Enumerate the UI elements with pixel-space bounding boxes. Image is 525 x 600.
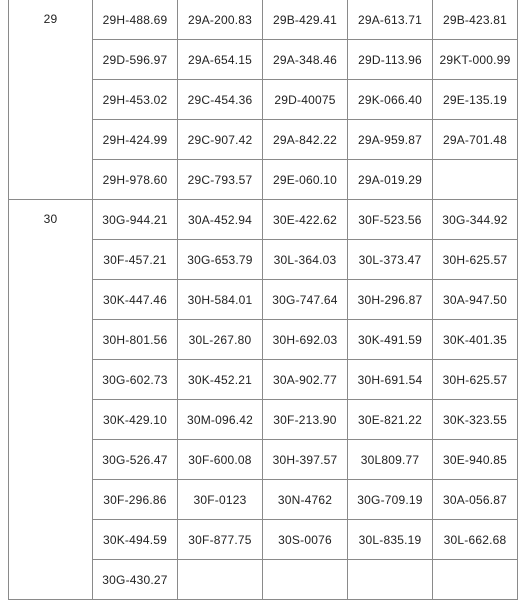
plate-cell: 30K-452.21 [178, 360, 263, 400]
plate-cell: 30F-600.08 [178, 440, 263, 480]
plate-cell: 30A-947.50 [433, 280, 518, 320]
plate-cell: 30G-747.64 [263, 280, 348, 320]
plate-cell: 29B-429.41 [263, 0, 348, 40]
plate-cell: 30F-0123 [178, 480, 263, 520]
plate-cell: 30L-373.47 [348, 240, 433, 280]
plate-cell: 30A-452.94 [178, 200, 263, 240]
plate-cell: 30K-429.10 [93, 400, 178, 440]
plate-cell: 29C-907.42 [178, 120, 263, 160]
plate-cell: 30E-422.62 [263, 200, 348, 240]
table-row [9, 200, 518, 240]
plate-cell: 30E-940.85 [433, 440, 518, 480]
plate-cell: 30G-602.73 [93, 360, 178, 400]
plate-cell: 30H-397.57 [263, 440, 348, 480]
table-body [9, 0, 518, 600]
plate-cell: 29A-200.83 [178, 0, 263, 40]
plate-cell: 30F-877.75 [178, 520, 263, 560]
plate-cell: 30K-323.55 [433, 400, 518, 440]
plate-cell: 30K-494.59 [93, 520, 178, 560]
plate-cell: 30H-625.57 [433, 240, 518, 280]
plate-cell: 30H-801.56 [93, 320, 178, 360]
plate-cell: 29K-066.40 [348, 80, 433, 120]
plate-cell: 30S-0076 [263, 520, 348, 560]
plate-cell: 29A-348.46 [263, 40, 348, 80]
plate-cell: 30F-296.86 [93, 480, 178, 520]
plate-cell: 30L-364.03 [263, 240, 348, 280]
plate-cell: 30F-523.56 [348, 200, 433, 240]
plate-cell: 30A-902.77 [263, 360, 348, 400]
plate-cell: 30G-653.79 [178, 240, 263, 280]
plate-cell: 30F-213.90 [263, 400, 348, 440]
plate-cell: 30L-835.19 [348, 520, 433, 560]
plate-cell: 30M-096.42 [178, 400, 263, 440]
plate-cell: 30H-625.57 [433, 360, 518, 400]
plate-cell [178, 560, 263, 600]
plate-cell: 29A-654.15 [178, 40, 263, 80]
plate-cell: 29B-423.81 [433, 0, 518, 40]
plate-cell [433, 560, 518, 600]
group-code-cell: 29 [9, 0, 93, 200]
plate-cell: 30G-944.21 [93, 200, 178, 240]
plate-cell: 30G-344.92 [433, 200, 518, 240]
plate-cell: 29A-701.48 [433, 120, 518, 160]
plate-cell: 29A-613.71 [348, 0, 433, 40]
plate-cell: 29C-793.57 [178, 160, 263, 200]
plate-cell: 30H-296.87 [348, 280, 433, 320]
plate-cell: 30F-457.21 [93, 240, 178, 280]
group-code-cell: 30 [9, 200, 93, 600]
plate-cell: 30K-447.46 [93, 280, 178, 320]
plate-cell: 29A-019.29 [348, 160, 433, 200]
plate-cell: 29H-488.69 [93, 0, 178, 40]
plate-cell: 30E-821.22 [348, 400, 433, 440]
plate-cell: 29A-959.87 [348, 120, 433, 160]
plate-cell: 29KT-000.99 [433, 40, 518, 80]
plate-cell: 29C-454.36 [178, 80, 263, 120]
plate-cell: 29D-596.97 [93, 40, 178, 80]
plate-cell: 30L-662.68 [433, 520, 518, 560]
plate-cell: 30K-491.59 [348, 320, 433, 360]
plate-cell: 30A-056.87 [433, 480, 518, 520]
plate-cell: 30H-691.54 [348, 360, 433, 400]
plate-cell: 30G-430.27 [93, 560, 178, 600]
plate-cell: 29E-060.10 [263, 160, 348, 200]
plate-cell: 29H-453.02 [93, 80, 178, 120]
plate-cell: 30H-692.03 [263, 320, 348, 360]
table-row [9, 0, 518, 40]
plate-cell: 29H-978.60 [93, 160, 178, 200]
plate-cell [348, 560, 433, 600]
plate-cell: 30L809.77 [348, 440, 433, 480]
plate-cell [433, 160, 518, 200]
plate-cell: 29D-40075 [263, 80, 348, 120]
plate-cell: 30N-4762 [263, 480, 348, 520]
license-plate-table [8, 0, 518, 600]
plate-cell: 29H-424.99 [93, 120, 178, 160]
plate-cell [263, 560, 348, 600]
plate-cell: 30L-267.80 [178, 320, 263, 360]
plate-cell: 29D-113.96 [348, 40, 433, 80]
plate-cell: 30H-584.01 [178, 280, 263, 320]
plate-cell: 30G-526.47 [93, 440, 178, 480]
plate-cell: 29E-135.19 [433, 80, 518, 120]
plate-cell: 30K-401.35 [433, 320, 518, 360]
plate-cell: 29A-842.22 [263, 120, 348, 160]
plate-cell: 30G-709.19 [348, 480, 433, 520]
